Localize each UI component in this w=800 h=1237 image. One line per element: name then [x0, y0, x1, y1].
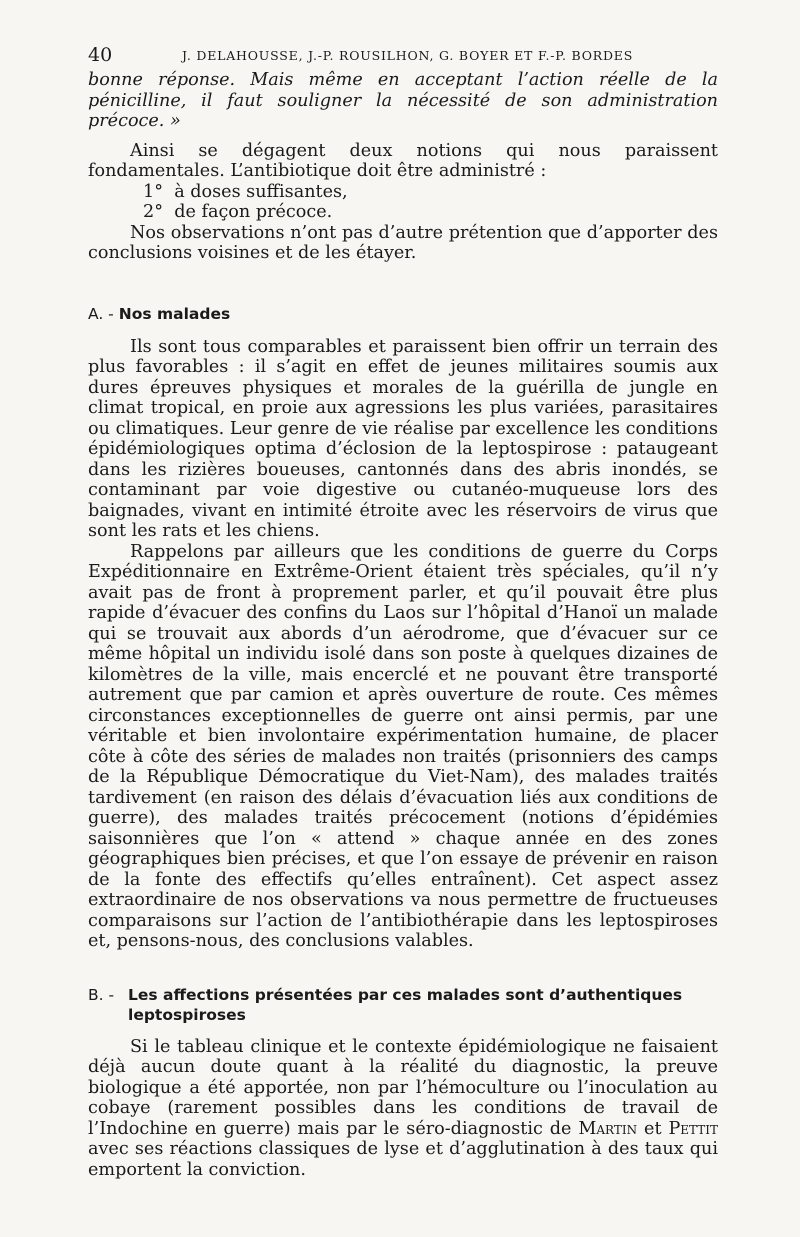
section-a-letter: A. - — [88, 304, 114, 323]
section-a-paragraph-1: Ils sont tous comparables et paraissent bien offrir un terrain des plus favorables : il s’agit en effet de jeunes militaires soumis aux dures épreuves physiques et morales de la guérilla de jungle en climat tropical, en proie aux agressions les plus variées, parasitaires ou climatiques. Leur genre de vie réalise par excellence les conditions épidémiologiques optima d’éclosion de la leptospirose : pataugeant dans les rizières boueuses, cantonnés dans des abris inondés, se contaminant par voie digestive ou cutanéo-muqueuse lors des baignades, vivant en intimité étroite avec les réservoirs de virus que sont les rats et les chiens. — [88, 336, 718, 541]
section-b-paragraph — [88, 1037, 718, 1181]
author-name-pettit: Pettit — [668, 1118, 719, 1139]
section-b-text-before: Si le tableau clinique et le contexte épidémiologique ne faisaient déjà aucun doute quant à la réalité du diagnostic, la preuve biologique a été apportée, non par l’hémoculture ou l’inoculation au cobaye (rarement possibles dans les conditions de travail de l’Indochine en guerre) mais par le séro-diagnostic de — [88, 1036, 718, 1139]
list-number: 2° — [143, 202, 163, 222]
section-b-title: Les affections présentées par ces malades sont d’authentiques leptospiroses — [128, 985, 683, 1024]
section-a-title: Nos malades — [118, 304, 231, 323]
list-number: 1° — [143, 181, 163, 202]
section-a-paragraph-2: Rappelons par ailleurs que les conditions de guerre du Corps Expéditionnaire en Extrême-Orient étaient très spéciales, qu’il n’y avait pas de front à proprement parler, et qu’il pouvait être plus rapide d’évacuer des confins du Laos sur l’hôpital d’Hanoï un malade qui se trouvait aux abords d’un aérodrome, que d’évacuer sur ce même hôpital un individu isolé dans son poste à quelques dizaines de kilomètres de la ville, mais encerclé et ne pouvant être transporté autrement que par camion et après ouverture de route. Ces mêmes circonstances exceptionnelles de guerre ont ainsi permis, par une véritable et bien involontaire expérimentation humaine, de placer côte à côte des séries de malades non traités (prisonniers des camps de la République Démocratique du Viet-Nam), des malades traités tardivement (en raison des délais d’évacuation liés aux conditions de guerre), des malades traités précocement (notions d’épidémies saisonnières que l’on « attend » chaque année en des zones géographiques bien précises, et que l’on essaye de prévenir en raison de la fonte des effectifs qu’elles entraînent). Cet aspect assez extraordinaire de nos observations va nous permettre de fructueuses comparaisons sur l’action de l’antibiothérapie dans les leptospiroses et, pensons-nous, des conclusions valables. — [88, 541, 718, 951]
document-body — [88, 70, 718, 1180]
list-item — [88, 182, 718, 203]
section-b-letter: B. - — [88, 985, 115, 1004]
conjunction: et — [644, 1118, 662, 1139]
list-item — [88, 202, 718, 223]
section-a-heading — [88, 304, 718, 324]
list-text: de façon précoce. — [174, 202, 333, 222]
quote-end: bonne réponse. Mais même en acceptant l’action réelle de la pénicilline, il faut souligner la nécessité de son administration précoce. » — [88, 70, 718, 131]
author-name-martin: Martin — [578, 1118, 638, 1139]
list-text: à doses suffisantes, — [174, 181, 348, 202]
page-number: 40 — [88, 44, 113, 66]
section-b-text-after: avec ses réactions classiques de lyse et d’agglutination à des taux qui emportent la conviction. — [88, 1139, 718, 1180]
closing-paragraph: Nos observations n’ont pas d’autre prétention que d’apporter des conclusions voisines et de les étayer. — [88, 222, 718, 263]
running-head: J. DELAHOUSSE, J.-P. ROUSILHON, G. BOYER ET F.-P. BORDES — [182, 48, 634, 63]
section-b-heading — [88, 985, 718, 1025]
intro-paragraph: Ainsi se dégagent deux notions qui nous paraissent fondamentales. L’antibiotique doit être administré : — [88, 140, 718, 181]
page-header — [88, 44, 720, 72]
